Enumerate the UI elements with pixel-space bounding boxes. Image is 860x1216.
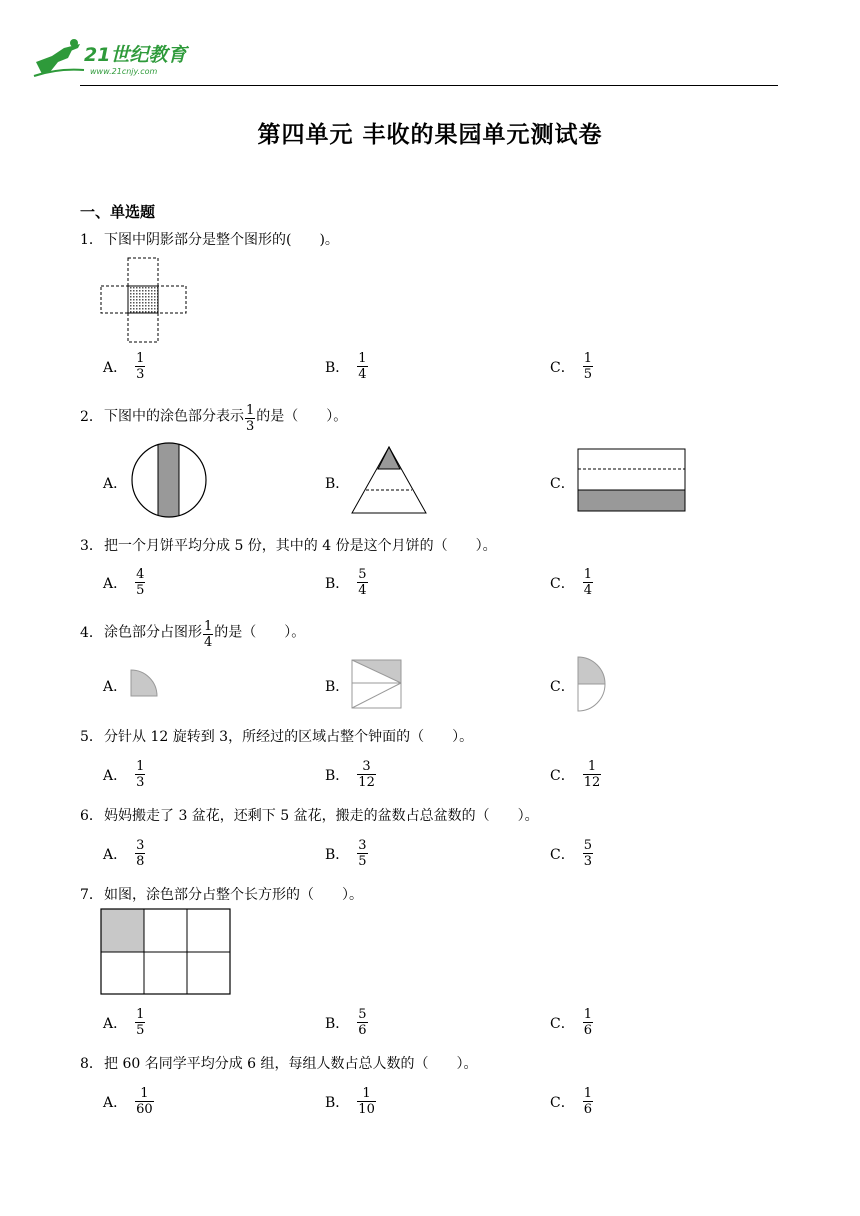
fraction: $\frac{1}{4}$ <box>583 567 592 598</box>
q1-option-a[interactable]: A． $\frac{1}{3}$ <box>103 351 145 382</box>
header-rule <box>80 85 778 86</box>
q7-option-c[interactable]: C． $\frac{1}{6}$ <box>550 1007 592 1038</box>
question-8: 8．把 60 名同学平均分成 6 组，每组人数占总人数的（ ）。 <box>80 1056 478 1072</box>
q7-option-b[interactable]: B． $\frac{5}{6}$ <box>325 1007 367 1038</box>
question-text: 下图中阴影部分是整个图形的( )。 <box>104 232 339 248</box>
q4-option-c[interactable]: C． <box>550 679 575 695</box>
fraction: $\frac{1}{5}$ <box>136 1007 145 1038</box>
triangles-square-figure <box>351 659 403 709</box>
half-circle-figure <box>577 656 607 712</box>
fraction: $\frac{1}{3}$ <box>136 351 145 382</box>
triangle-figure <box>351 446 427 514</box>
fraction: $\frac{1}{6}$ <box>583 1007 592 1038</box>
fraction: $\frac{1}{5}$ <box>583 351 592 382</box>
fraction: $\frac{4}{5}$ <box>136 567 145 598</box>
q3-option-a[interactable]: A． $\frac{4}{5}$ <box>103 567 145 598</box>
question-3: 3．把一个月饼平均分成 5 份，其中的 4 份是这个月饼的（ ）。 <box>80 538 497 554</box>
q1-option-c[interactable]: C． $\frac{1}{5}$ <box>550 351 592 382</box>
q3-option-b[interactable]: B． $\frac{5}{4}$ <box>325 567 367 598</box>
question-7: 7．如图，涂色部分占整个长方形的（ ）。 <box>80 887 363 903</box>
question-number: 1． <box>80 232 103 248</box>
fraction: $\frac{3}{8}$ <box>136 838 145 869</box>
question-1 <box>80 229 339 249</box>
q8-option-b[interactable]: B． $\frac{1}{10}$ <box>325 1086 375 1117</box>
q2-option-b[interactable]: B． <box>325 476 350 492</box>
fraction: $\frac{1}{60}$ <box>136 1086 153 1117</box>
rectangle-figure <box>577 448 687 513</box>
cross-figure <box>100 257 188 343</box>
runner-icon <box>34 39 84 76</box>
fraction: $\frac{3}{5}$ <box>358 838 367 869</box>
q6-option-b[interactable]: B． $\frac{3}{5}$ <box>325 838 367 869</box>
question-4: 4．涂色部分占图形 $\frac{1}{4}$ 的是（ ）。 <box>80 619 306 650</box>
shaded-square <box>128 286 158 313</box>
fraction: $\frac{1}{6}$ <box>583 1086 592 1117</box>
fraction: $\frac{5}{6}$ <box>358 1007 367 1038</box>
q8-option-a[interactable]: A． $\frac{1}{60}$ <box>103 1086 153 1117</box>
q1-option-b[interactable]: B． $\frac{1}{4}$ <box>325 351 367 382</box>
fraction: $\frac{1}{3}$ <box>136 759 145 790</box>
inline-fraction: $\frac{1}{4}$ <box>204 619 213 650</box>
quarter-circle-figure <box>130 669 158 697</box>
question-2: 2．下图中的涂色部分表示 $\frac{1}{3}$ 的是（ ）。 <box>80 403 348 434</box>
q5-option-c[interactable]: C． $\frac{1}{12}$ <box>550 759 601 790</box>
q4-option-a[interactable]: A． <box>103 679 128 695</box>
fraction: $\frac{1}{10}$ <box>358 1086 375 1117</box>
fraction: $\frac{5}{3}$ <box>583 838 592 869</box>
logo-text: 21世纪教育 <box>84 44 187 66</box>
fraction: $\frac{1}{4}$ <box>358 351 367 382</box>
question-6: 6．妈妈搬走了 3 盆花，还剩下 5 盆花，搬走的盆数占总盆数的（ ）。 <box>80 808 539 824</box>
q8-option-c[interactable]: C． $\frac{1}{6}$ <box>550 1086 592 1117</box>
q5-option-b[interactable]: B． $\frac{3}{12}$ <box>325 759 375 790</box>
q2-option-a[interactable]: A． <box>103 476 128 492</box>
fraction: $\frac{3}{12}$ <box>358 759 375 790</box>
q4-option-b[interactable]: B． <box>325 679 350 695</box>
circle-figure <box>130 442 210 520</box>
fraction: $\frac{1}{12}$ <box>583 759 601 790</box>
page-title: 第四单元 丰收的果园单元测试卷 <box>257 121 603 148</box>
section-title: 一、单选题 <box>80 203 156 221</box>
q6-option-c[interactable]: C． $\frac{5}{3}$ <box>550 838 592 869</box>
q6-option-a[interactable]: A． $\frac{3}{8}$ <box>103 838 145 869</box>
logo-url: www.21cnjy.com <box>90 67 158 76</box>
q2-option-c[interactable]: C． <box>550 476 575 492</box>
q7-option-a[interactable]: A． $\frac{1}{5}$ <box>103 1007 145 1038</box>
inline-fraction: $\frac{1}{3}$ <box>246 403 255 434</box>
fraction: $\frac{5}{4}$ <box>358 567 367 598</box>
question-5: 5．分针从 12 旋转到 3，所经过的区域占整个钟面的（ ）。 <box>80 729 474 745</box>
q3-option-c[interactable]: C． $\frac{1}{4}$ <box>550 567 592 598</box>
site-logo <box>28 34 198 80</box>
q5-option-a[interactable]: A． $\frac{1}{3}$ <box>103 759 145 790</box>
grid-rectangle-figure <box>100 908 232 996</box>
